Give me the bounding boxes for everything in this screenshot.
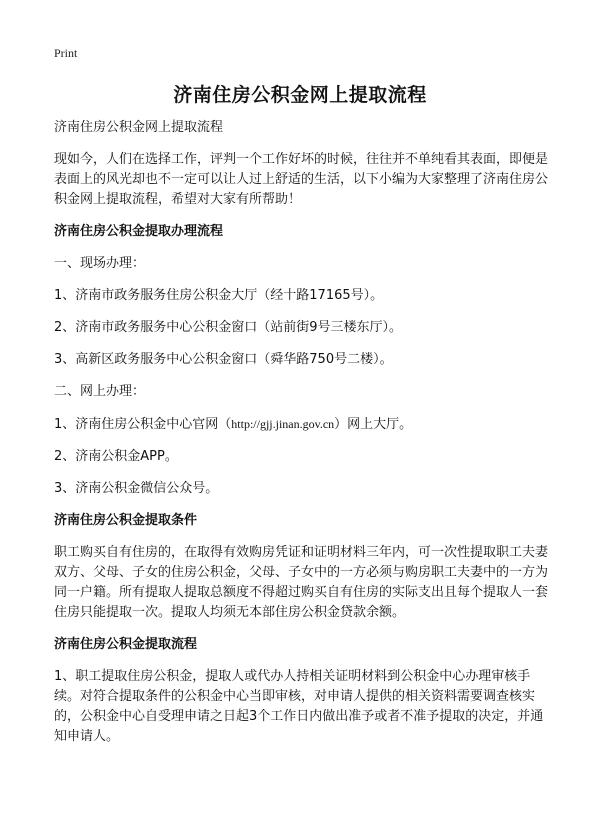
page-title: 济南住房公积金网上提取流程 bbox=[173, 84, 427, 106]
onsite-title: 一、现场办理： bbox=[54, 256, 146, 271]
online-item: 3、济南公积金微信公众号。 bbox=[54, 481, 219, 496]
official-site-url: http://gjj.jinan.gov.cn bbox=[231, 417, 335, 431]
online-item bbox=[54, 414, 548, 435]
section-heading-steps: 济南住房公积金提取流程 bbox=[54, 637, 198, 652]
onsite-item: 2、济南市政务服务中心公积金窗口（站前街9号三楼东厅）。 bbox=[54, 320, 403, 335]
section-heading-process: 济南住房公积金提取办理流程 bbox=[54, 224, 224, 239]
online-title: 二、网上办理： bbox=[54, 384, 146, 399]
online-item-suffix: ）网上大厅。 bbox=[334, 417, 413, 432]
document-subtitle: 济南住房公积金网上提取流程 bbox=[54, 120, 224, 135]
intro-paragraph: 现如今，人们在选择工作，评判一个工作好坏的时候，往往并不单纯看其表面，即便是表面上的风光却也不一定可以让人过上舒适的生活，以下小编为大家整理了济南住房公积金网上提取流程，希望对大家有所帮助！ bbox=[54, 152, 549, 207]
conditions-paragraph: 职工购买自有住房的，在取得有效购房凭证和证明材料三年内，可一次性提取职工夫妻双方、父母、子女的住房公积金，父母、子女中的一方必须与购房职工夫妻中的一方为同一户籍。所有提取人提取总额度不得超过购买自有住房的实际支出且每个提取人一套住房只能提取一次。提取人均须无本部住房公积金贷款余额。 bbox=[54, 545, 549, 620]
print-link[interactable]: Print bbox=[54, 46, 78, 60]
steps-paragraph: 1、职工提取住房公积金，提取人或代办人持相关证明材料到公积金中心办理审核手续。对符合提取条件的公积金中心当即审核，对申请人提供的相关资料需要调查核实的，公积金中心自受理申请之日起3个工作日内做出准予或者不准予提取的决定，并通知申请人。 bbox=[54, 669, 544, 744]
onsite-item: 1、济南市政务服务住房公积金大厅（经十路17165号）。 bbox=[54, 288, 384, 303]
onsite-item: 3、高新区政务服务中心公积金窗口（舜华路750号二楼）。 bbox=[54, 352, 393, 367]
document-body bbox=[54, 118, 548, 759]
online-item: 2、济南公积金APP。 bbox=[54, 449, 178, 464]
section-heading-conditions: 济南住房公积金提取条件 bbox=[54, 513, 198, 528]
online-item-prefix: 1、济南住房公积金中心官网（ bbox=[54, 417, 232, 432]
